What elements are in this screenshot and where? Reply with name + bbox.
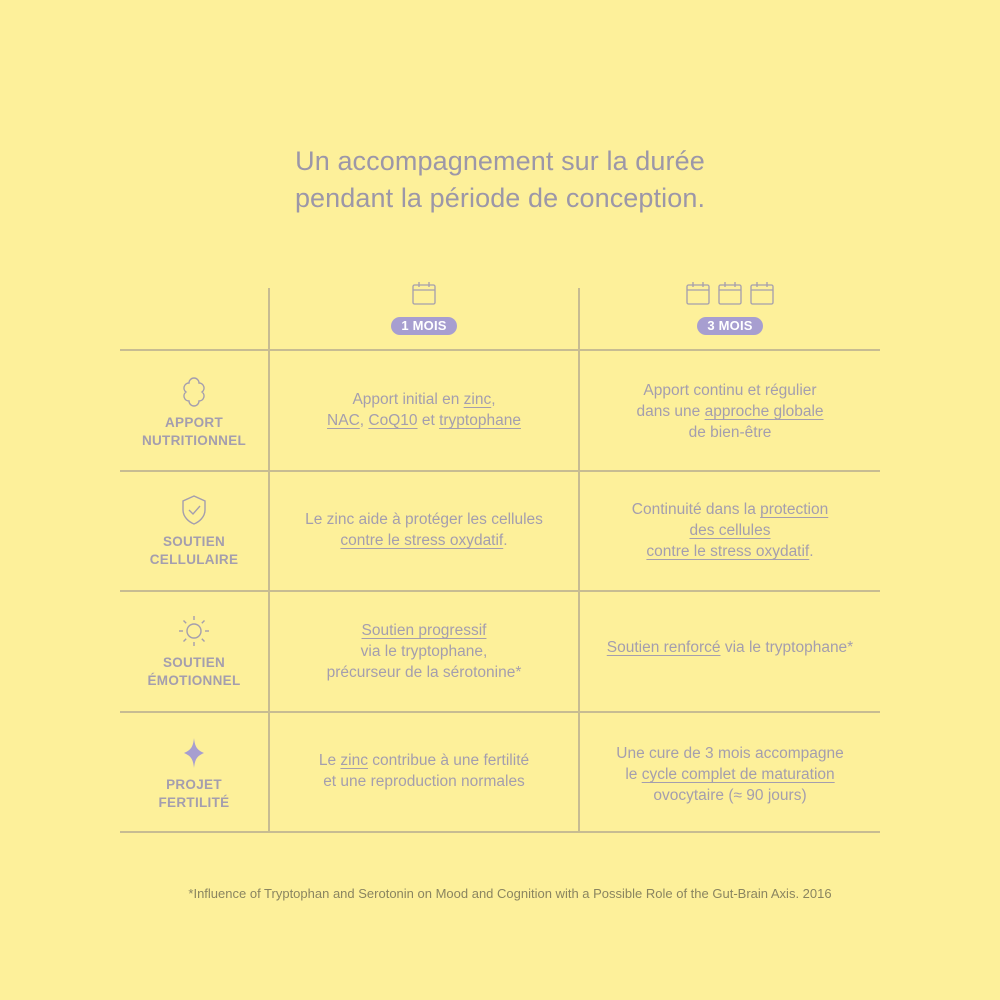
footnote-reference: *Influence of Tryptophan and Serotonin on Mood and Cognition with a Possible Role of the Gut-Brain Axis. 2016 <box>188 886 832 901</box>
text-segment: Apport initial en <box>352 391 464 408</box>
cell-text-line <box>270 509 578 530</box>
grid-divider-horizontal-5 <box>120 831 880 833</box>
cell-fertilite-3-mois <box>580 743 880 806</box>
row-label-line-2: CELLULAIRE <box>149 552 239 567</box>
cell-emotionnel-1-mois <box>270 620 578 683</box>
cell-text-line <box>270 662 578 683</box>
grid-divider-horizontal-4 <box>120 711 880 713</box>
calendar-icons <box>270 280 578 306</box>
highlighted-term: CoQ10 <box>368 412 418 429</box>
cell-text-line <box>270 530 578 551</box>
column-header-1-mois <box>270 280 578 335</box>
clover-icon <box>177 374 211 408</box>
highlighted-term: Soutien progressif <box>361 622 487 639</box>
cell-text-line <box>580 380 880 401</box>
text-segment: . <box>503 532 508 549</box>
cell-apport-1-mois <box>270 389 578 431</box>
cell-apport-3-mois <box>580 380 880 443</box>
highlighted-term: zinc <box>340 752 368 769</box>
cell-text-line <box>270 410 578 431</box>
cell-text-line <box>270 750 578 771</box>
cell-text-line <box>580 637 880 658</box>
text-segment: via le tryptophane* <box>720 639 854 656</box>
cell-text-line <box>580 764 880 785</box>
text-segment: contribue à une fertilité <box>368 752 530 769</box>
calendar-icon <box>411 280 437 306</box>
shield-check-icon <box>177 493 211 527</box>
highlighted-term: NAC <box>327 412 360 429</box>
row-label-projet-fertilite <box>120 736 268 812</box>
cell-text-line <box>580 520 880 541</box>
highlighted-term: cycle complet de maturation <box>641 766 835 783</box>
title-line-2: pendant la période de conception. <box>294 183 706 213</box>
text-segment: Le zinc aide à protéger les cellules <box>305 511 543 528</box>
sun-icon <box>177 614 211 648</box>
duration-badge-3-mois: 3 MOIS <box>697 317 762 335</box>
column-header-3-mois <box>580 280 880 335</box>
text-segment: de bien-être <box>688 424 772 441</box>
row-label-soutien-emotionnel <box>120 614 268 690</box>
calendar-icon <box>685 280 711 306</box>
text-segment: ovocytaire (≈ 90 jours) <box>653 787 807 804</box>
cell-text-line <box>270 620 578 641</box>
cell-fertilite-1-mois <box>270 750 578 792</box>
highlighted-term: contre le stress oxydatif <box>340 532 504 549</box>
cell-text-line <box>580 499 880 520</box>
cell-text-line <box>270 771 578 792</box>
title-line-1: Un accompagnement sur la durée <box>295 146 705 176</box>
text-segment: Le <box>318 752 341 769</box>
grid-divider-horizontal-2 <box>120 470 880 472</box>
text-segment: , <box>359 412 369 429</box>
row-label-line-1: APPORT <box>164 415 224 430</box>
sparkle-icon <box>177 736 211 770</box>
duration-badge-1-mois: 1 MOIS <box>391 317 456 335</box>
page-title <box>0 143 1000 217</box>
highlighted-term: zinc <box>463 391 492 408</box>
text-segment: et une reproduction normales <box>323 773 525 790</box>
text-segment: et <box>417 412 440 429</box>
cell-text-line <box>580 541 880 562</box>
row-label-apport-nutritionnel <box>120 374 268 450</box>
highlighted-term: des cellules <box>689 522 771 539</box>
cell-text-line <box>580 785 880 806</box>
text-segment: précurseur de la sérotonine* <box>326 664 522 681</box>
calendar-icon <box>749 280 775 306</box>
row-label-soutien-cellulaire <box>120 493 268 569</box>
cell-text-line <box>580 422 880 443</box>
text-segment: Une cure de 3 mois accompagne <box>616 745 844 762</box>
cell-text-line <box>270 641 578 662</box>
cell-text-line <box>580 401 880 422</box>
highlighted-term: protection <box>760 501 829 518</box>
text-segment: via le tryptophane, <box>360 643 488 660</box>
row-label-line-2: FERTILITÉ <box>158 795 230 810</box>
text-segment: Continuité dans la <box>631 501 761 518</box>
text-segment: , <box>491 391 496 408</box>
highlighted-term: Soutien renforcé <box>606 639 721 656</box>
highlighted-term: approche globale <box>704 403 824 420</box>
row-label-line-1: SOUTIEN <box>162 534 226 549</box>
cell-text-line <box>270 389 578 410</box>
text-segment: Apport continu et régulier <box>643 382 817 399</box>
row-label-line-1: SOUTIEN <box>162 655 226 670</box>
row-label-line-2: ÉMOTIONNEL <box>147 673 241 688</box>
calendar-icon <box>717 280 743 306</box>
row-label-line-1: PROJET <box>166 777 222 792</box>
highlighted-term: tryptophane <box>439 412 521 429</box>
calendar-icons <box>580 280 880 306</box>
text-segment: . <box>809 543 814 560</box>
highlighted-term: contre le stress oxydatif <box>646 543 810 560</box>
row-label-line-2: NUTRITIONNEL <box>141 433 247 448</box>
text-segment: dans une <box>636 403 705 420</box>
grid-divider-horizontal-1 <box>120 349 880 351</box>
cell-cellulaire-1-mois <box>270 509 578 551</box>
cell-emotionnel-3-mois <box>580 637 880 658</box>
cell-text-line <box>580 743 880 764</box>
text-segment: le <box>625 766 642 783</box>
cell-cellulaire-3-mois <box>580 499 880 562</box>
grid-divider-horizontal-3 <box>120 590 880 592</box>
